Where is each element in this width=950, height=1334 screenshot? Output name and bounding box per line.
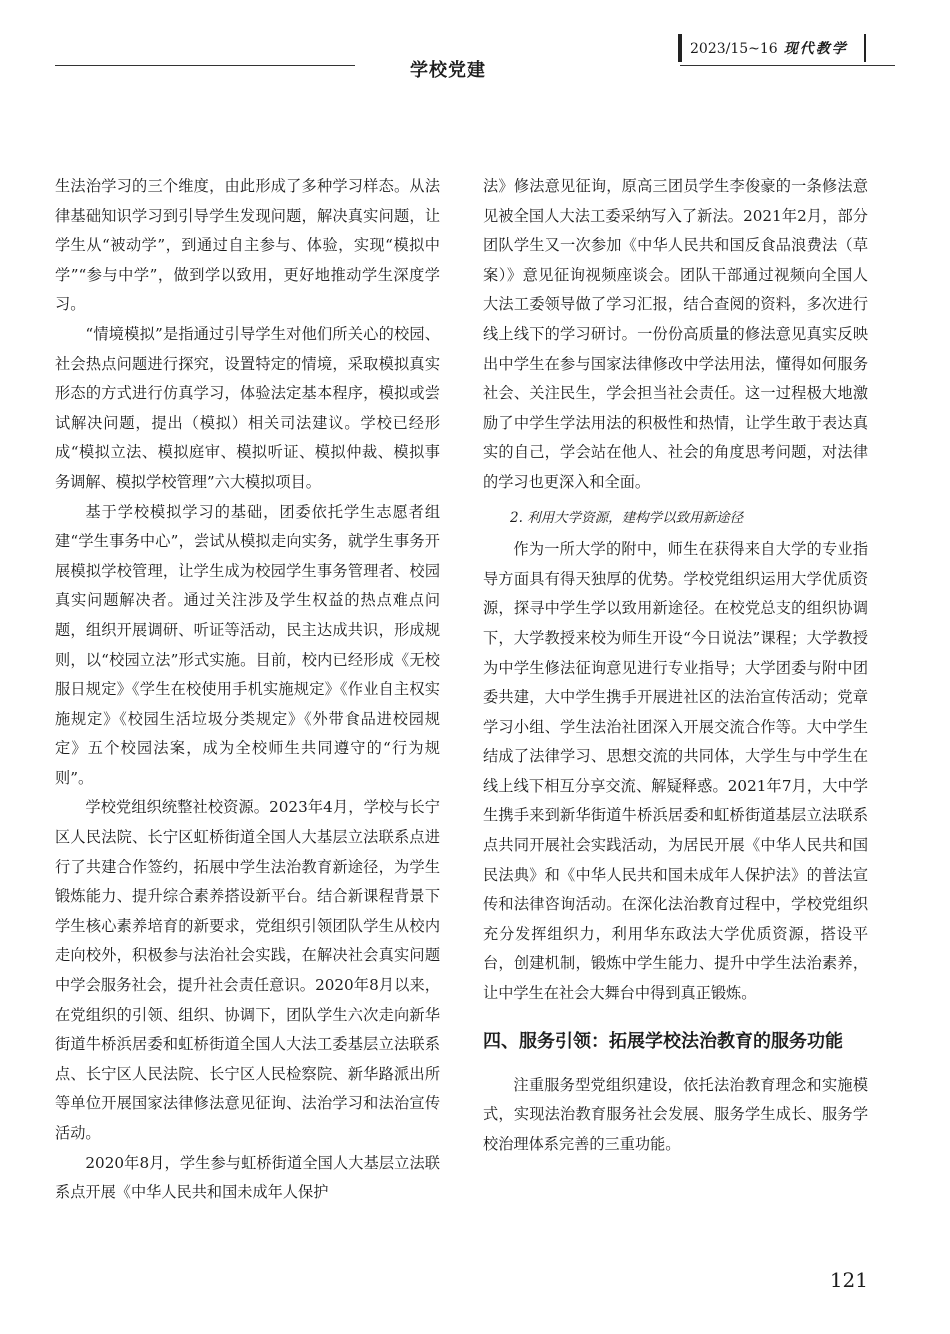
page-number: 121	[829, 1268, 868, 1292]
magazine-title: 现代教学	[783, 41, 848, 57]
subsection-heading: 2. 利用大学资源，建构学以致用新途径	[510, 509, 744, 526]
left-column	[55, 172, 440, 1208]
paragraph: 注重服务型党组织建设，依托法治教育理念和实施模式，实现法治教育服务社会发展、服务学生成长、服务学校治理体系完善的三重功能。	[483, 1075, 868, 1153]
paragraph: 作为一所大学的附中，师生在获得来自大学的专业指导方面具有得天独厚的优势。学校党组织运用大学优质资源，探寻中学生学以致用新途径。在校党总支的组织协调下，大学教授来校为师生开设“今日说法”课程；大学教授为中学生修法征询意见进行专业指导；大学团委与附中团委共建，大中学生携手开展进社区的法治宣传活动；党章学习小组、学生法治社团深入开展交流合作等。大中学生结成了法律学习、思想交流的共同体，大学生与中学生在线上线下相互分享交流、解疑释惑。2021年7月，大中学生携手来到新华街道牛桥浜居委和虹桥街道基层立法联系点共同开展社会实践活动，为居民开展《中华人民共和国民法典》和《中华人民共和国未成年人保护法》的普法宣传和法律咨询活动。在深化法治教育过程中，学校党组织充分发挥组织力，利用华东政法大学优质资源，搭设平台，创建机制，锻炼中学生能力、提升中学生法治素养，让中学生在社会大舞台中得到真正锻炼。	[483, 540, 868, 1003]
section-heading: 四、服务引领：拓展学校法治教育的服务功能	[483, 1030, 843, 1052]
issue-number: 2023/15~16	[690, 41, 778, 57]
header-rule-left	[55, 65, 355, 66]
header-bar	[678, 34, 682, 62]
paragraph: 学校党组织统整社校资源。2023年4月，学校与长宁区人民法院、长宁区虹桥街道全国人大基层立法联系点进行了共建合作签约，拓展中学生法治教育新途径，为学生锻炼能力、提升综合素养搭设新平台。结合新课程背景下学生核心素养培育的新要求，党组织引领团队学生从校内走向校外，积极参与法治社会实践，在解决社会真实问题中学会服务社会，提升社会责任意识。2020年8月以来，在党组织的引领、组织、协调下，团队学生六次走向新华街道牛桥浜居委和虹桥街道全国人大法工委基层立法联系点、长宁区人民法院、长宁区人民检察院、新华路派出所等单位开展国家法律修法意见征询、法治学习和法治宣传活动。	[55, 798, 440, 1142]
issue-info	[690, 38, 848, 58]
paragraph: 法》修法意见征询，原高三团员学生李俊豪的一条修法意见被全国人大法工委采纳写入了新法。2021年2月，部分团队学生又一次参加《中华人民共和国反食品浪费法（草案）》意见征询视频座谈会。团队干部通过视频向全国人大法工委领导做了学习汇报，结合查阅的资料，多次进行线上线下的学习研讨。一份份高质量的修法意见真实反映出中学生在参与国家法律修改中学法用法，懂得如何服务社会、关注民生，学会担当社会责任。这一过程极大地激励了中学生学法用法的积极性和热情，让学生敢于表达真实的自己，学会站在他人、社会的角度思考问题，对法律的学习也更深入和全面。	[483, 177, 868, 491]
paragraph: 基于学校模拟学习的基础，团委依托学生志愿者组建“学生事务中心”，尝试从模拟走向实务，就学生事务开展模拟学校管理，让学生成为校园学生事务管理者、校园真实问题解决者。通过关注涉及学生权益的热点难点问题，组织开展调研、听证等活动，民主达成共识，形成规则，以“校园立法”形式实施。目前，校内已经形成《无校服日规定》《学生在校使用手机实施规定》《作业自主权实施规定》《校园生活垃圾分类规定》《外带食品进校园规定》五个校园法案，成为全校师生共同遵守的“行为规则”。	[55, 502, 440, 787]
header-bar-end	[864, 34, 866, 62]
paragraph: “情境模拟”是指通过引导学生对他们所关心的校园、社会热点问题进行探究，设置特定的情境，采取模拟真实形态的方式进行仿真学习，体验法定基本程序，模拟或尝试解决问题，提出（模拟）相关司法建议。学校已经形成“模拟立法、模拟庭审、模拟听证、模拟仲裁、模拟事务调解、模拟学校管理”六大模拟项目。	[55, 324, 440, 491]
paragraph: 生法治学习的三个维度，由此形成了多种学习样态。从法律基础知识学习到引导学生发现问题，解决真实问题，让学生从“被动学”，到通过自主参与、体验，实现“模拟中学”“参与中学”，做到学以致用，更好地推动学生深度学习。	[55, 177, 440, 314]
right-column	[483, 172, 868, 1159]
section-title: 学校党建	[410, 60, 486, 81]
header-rule-right	[680, 65, 895, 66]
paragraph: 2020年8月，学生参与虹桥街道全国人大基层立法联系点开展《中华人民共和国未成年人保护	[55, 1153, 440, 1202]
